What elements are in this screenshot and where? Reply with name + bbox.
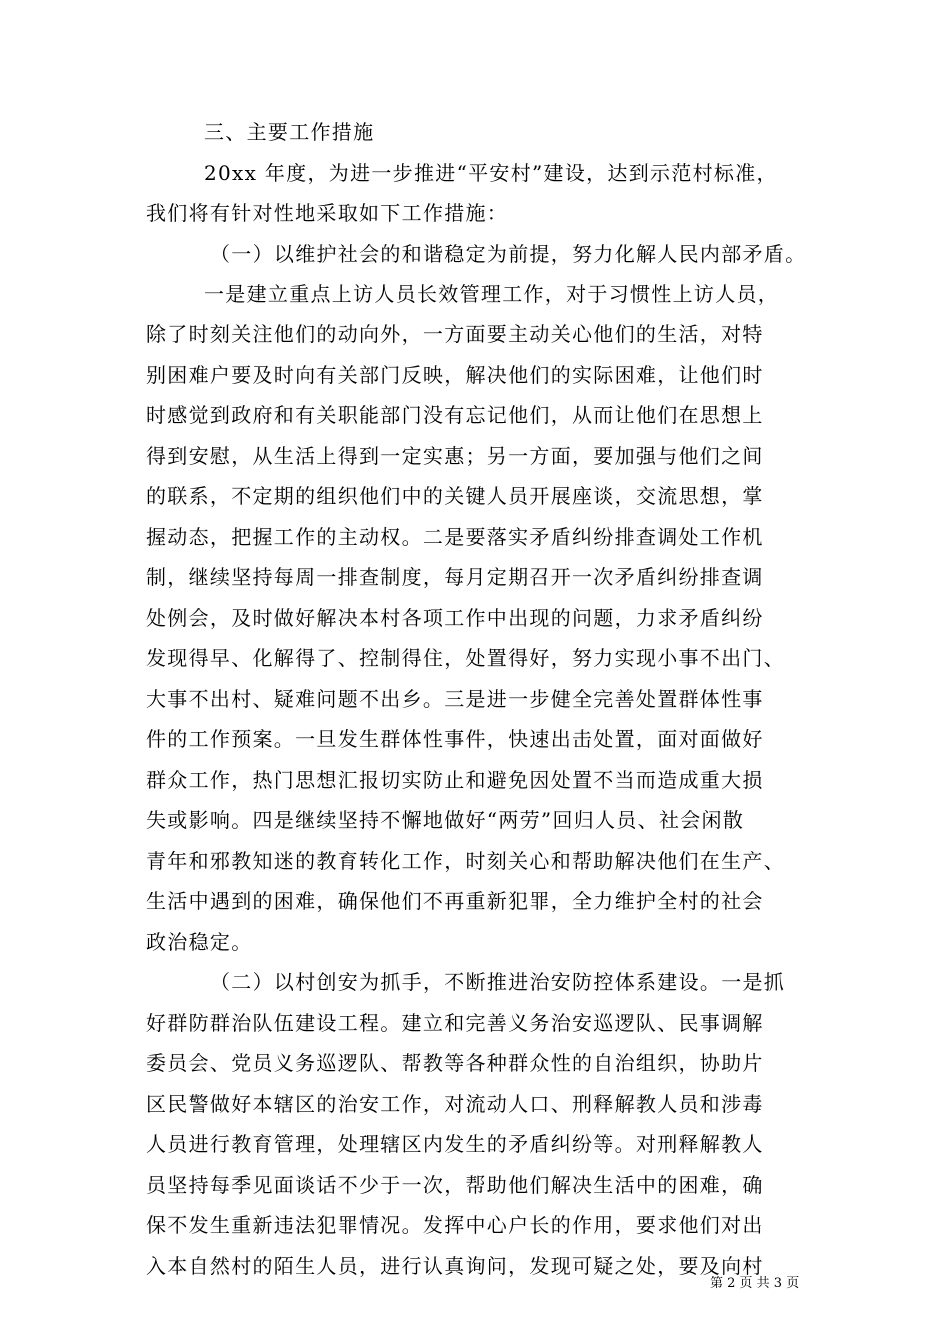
text-line: 得到安慰，从生活上得到一定实惠；另一方面，要加强与他们之间	[146, 444, 764, 468]
text-line: 的联系，不定期的组织他们中的关键人员开展座谈，交流思想，掌	[146, 484, 764, 508]
text-line: 除了时刻关注他们的动向外，一方面要主动关心他们的生活，对特	[146, 322, 764, 346]
text-line: 好群防群治队伍建设工程。建立和完善义务治安巡逻队、民事调解	[146, 1011, 764, 1035]
text-line: 人员进行教育管理，处理辖区内发生的矛盾纠纷等。对刑释解教人	[146, 1132, 764, 1156]
text-line: 时感觉到政府和有关职能部门没有忘记他们，从而让他们在思想上	[146, 403, 764, 427]
text-line: 保不发生重新违法犯罪情况。发挥中心户长的作用，要求他们对出	[146, 1213, 764, 1237]
text-line: 处例会，及时做好解决本村各项工作中出现的问题，力求矛盾纠纷	[146, 606, 764, 630]
text-line: 入本自然村的陌生人员，进行认真询问，发现可疑之处，要及向村	[146, 1254, 764, 1278]
text-line: 政治稳定。	[146, 930, 253, 954]
section-heading: 三、主要工作措施	[204, 120, 375, 144]
text-line: 我们将有针对性地采取如下工作措施：	[146, 201, 509, 225]
text-line: 青年和邪教知迷的教育转化工作，时刻关心和帮助解决他们在生产、	[146, 849, 785, 873]
text-line: 区民警做好本辖区的治安工作，对流动人口、刑释解教人员和涉毒	[146, 1092, 764, 1116]
text-line: 制，继续坚持每周一排查制度，每月定期召开一次矛盾纠纷排查调	[146, 565, 764, 589]
text-line: 发现得早、化解得了、控制得住，处置得好，努力实现小事不出门、	[146, 646, 785, 670]
text-line: 20xx 年度，为进一步推进“平安村”建设，达到示范村标准，	[204, 161, 778, 185]
text-line: 一是建立重点上访人员长效管理工作，对于习惯性上访人员，	[204, 282, 780, 306]
text-line: 员坚持每季见面谈话不少于一次，帮助他们解决生活中的困难，确	[146, 1173, 764, 1197]
subsection-heading: （一）以维护社会的和谐稳定为前提，努力化解人民内部矛盾。	[210, 242, 807, 266]
subsection-heading: （二）以村创安为抓手，不断推进治安防控体系建设。一是抓	[210, 970, 786, 994]
text-line: 握动态，把握工作的主动权。二是要落实矛盾纠纷排查调处工作机	[146, 525, 764, 549]
text-line: 大事不出村、疑难问题不出乡。三是进一步健全完善处置群体性事	[146, 687, 764, 711]
text-line: 别困难户要及时向有关部门反映，解决他们的实际困难，让他们时	[146, 363, 764, 387]
text-line: 件的工作预案。一旦发生群体性事件，快速出击处置，面对面做好	[146, 727, 764, 751]
text-line: 委员会、党员义务巡逻队、帮教等各种群众性的自治组织，协助片	[146, 1051, 764, 1075]
text-line: 失或影响。四是继续坚持不懈地做好“两劳”回归人员、社会闲散	[146, 808, 745, 832]
text-line: 群众工作，热门思想汇报切实防止和避免因处置不当而造成重大损	[146, 768, 764, 792]
text-line: 生活中遇到的困难，确保他们不再重新犯罪，全力维护全村的社会	[146, 889, 764, 913]
page-number: 第 2 页 共 3 页	[710, 1276, 800, 1291]
